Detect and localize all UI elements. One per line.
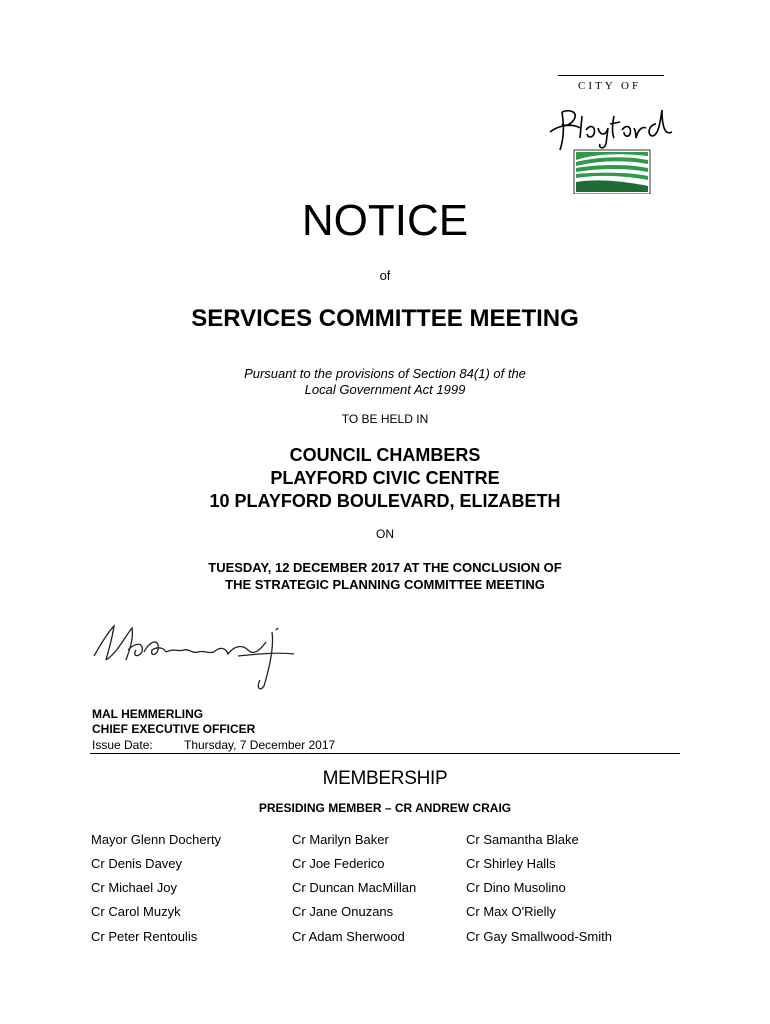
member-name: Cr Marilyn Baker: [292, 832, 389, 847]
logo-city-of-text: CITY OF: [578, 80, 642, 92]
of-text: of: [379, 268, 391, 283]
presiding-member: PRESIDING MEMBER – CR ANDREW CRAIG: [258, 801, 512, 815]
venue-line-2: PLAYFORD CIVIC CENTRE: [270, 468, 500, 488]
held-in-text: TO BE HELD IN: [341, 412, 429, 426]
meeting-title: SERVICES COMMITTEE MEETING: [191, 305, 579, 332]
member-name: Cr Joe Federico: [292, 856, 385, 871]
on-text: ON: [376, 527, 394, 541]
member-name: Cr Max O'Rielly: [466, 904, 556, 919]
member-name: Cr Shirley Halls: [466, 856, 556, 871]
ceo-name: MAL HEMMERLING: [92, 707, 204, 721]
divider-line: [90, 753, 680, 754]
date-line-1: TUESDAY, 12 DECEMBER 2017 AT THE CONCLUSION OF: [208, 560, 562, 575]
member-name: Cr Samantha Blake: [466, 832, 579, 847]
member-name: Cr Peter Rentoulis: [91, 929, 198, 944]
venue-block: [0, 444, 770, 513]
venue-line-1: COUNCIL CHAMBERS: [289, 445, 481, 465]
membership-heading: MEMBERSHIP: [322, 768, 448, 789]
member-name: Cr Michael Joy: [91, 880, 177, 895]
member-name: Cr Dino Musolino: [466, 880, 566, 895]
member-name: Cr Adam Sherwood: [292, 929, 405, 944]
member-name: Cr Carol Muzyk: [91, 904, 181, 919]
date-line-2: THE STRATEGIC PLANNING COMMITTEE MEETING: [225, 577, 545, 592]
pursuant-statement: [0, 366, 770, 398]
pursuant-line-1: Pursuant to the provisions of Section 84(1) of the: [244, 366, 526, 381]
member-name: Cr Gay Smallwood-Smith: [466, 929, 612, 944]
member-name: Cr Denis Davey: [91, 856, 183, 871]
meeting-date-block: [0, 559, 770, 593]
ceo-title: CHIEF EXECUTIVE OFFICER: [92, 722, 256, 736]
member-name: Cr Duncan MacMillan: [292, 880, 417, 895]
playford-logo-graphic: [540, 94, 680, 194]
member-name: Cr Jane Onuzans: [292, 904, 394, 919]
pursuant-line-2: Local Government Act 1999: [304, 382, 466, 397]
notice-title: NOTICE: [301, 196, 469, 245]
city-of-playford-logo: [540, 72, 680, 197]
issue-date-row: [92, 738, 335, 752]
member-name: Mayor Glenn Docherty: [91, 832, 222, 847]
logo-rule: [558, 75, 664, 76]
ceo-signature: [88, 616, 308, 696]
issue-date-value: Thursday, 7 December 2017: [184, 738, 336, 752]
venue-line-3: 10 PLAYFORD BOULEVARD, ELIZABETH: [209, 491, 561, 511]
issue-date-label: Issue Date:: [92, 738, 153, 752]
